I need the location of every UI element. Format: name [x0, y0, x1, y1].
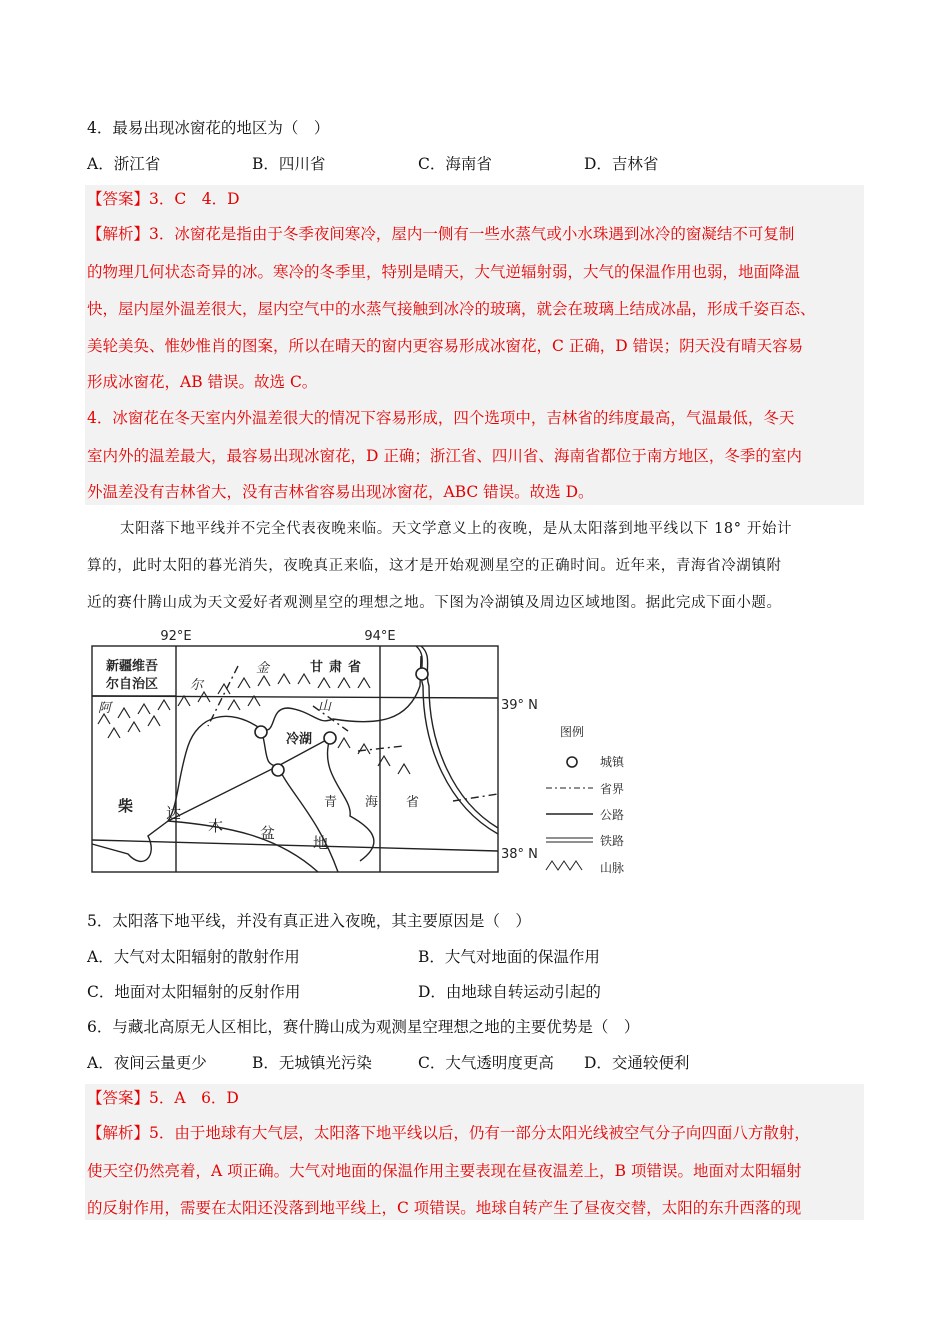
- label-altun: 金: [256, 661, 270, 676]
- q5-option-b: B．大气对地面的保温作用: [418, 948, 600, 966]
- town-marker: [416, 668, 428, 680]
- q6-option-c: C．大气透明度更高: [418, 1054, 554, 1072]
- town-marker: [255, 726, 267, 738]
- analysis-1-line: 外温差没有吉林省大，没有吉林省容易出现冰窗花，ABC 错误。故选 D。: [87, 483, 594, 501]
- q6-option-d: D．交通较便利: [584, 1054, 690, 1072]
- analysis-1-line: 形成冰窗花，AB 错误。故选 C。: [87, 373, 318, 391]
- passage-line: 算的，此时太阳的暮光消失，夜晚真正来临，这才是开始观测星空的正确时间。近年来，青海省冷湖镇附: [87, 558, 782, 574]
- label-qaidam: 柴: [118, 797, 134, 815]
- legend-mountain: 山脉: [600, 861, 625, 875]
- answer-2: [87, 1088, 239, 1108]
- label-qaidam: 达: [166, 804, 182, 822]
- analysis-1-line: [87, 224, 794, 244]
- road: [168, 821, 318, 872]
- q6-option-a: A．夜间云量更少: [87, 1054, 207, 1072]
- answer-1: [87, 189, 240, 209]
- analysis-label: 【解析】: [87, 225, 150, 243]
- label-qaidam: 木: [208, 817, 224, 835]
- answer-label: 【答案】: [87, 1089, 150, 1107]
- analysis-1-line: 美轮美奂、惟妙惟肖的图案，所以在晴天的窗内更容易形成冰窗花，C 正确，D 错误；阴天没有晴天容易: [87, 337, 804, 355]
- label-qinghai: 省: [406, 795, 420, 810]
- analysis-1-line: 室内外的温差最大，最容易出现冰窗花，D 正确；浙江省、四川省、海南省都位于南方地区，冬季的室内: [87, 447, 802, 465]
- question-6-stem: 6．与藏北高原无人区相比，赛什腾山成为观测星空理想之地的主要优势是（ ）: [87, 1018, 640, 1036]
- lat-label-38: 38° N: [501, 847, 538, 862]
- label-lenghu: 冷湖: [286, 732, 313, 747]
- answer-text: 5．A 6．D: [149, 1089, 239, 1107]
- label-altun: 阿: [98, 701, 112, 716]
- q5-option-c: C．地面对太阳辐射的反射作用: [87, 983, 301, 1001]
- lon-label-92: 92°E: [160, 629, 192, 644]
- legend-railway: 铁路: [600, 834, 625, 848]
- answer-label: 【答案】: [87, 190, 150, 208]
- q5-option-a: A．大气对太阳辐射的散射作用: [87, 948, 300, 966]
- analysis-label: 【解析】: [87, 1124, 150, 1142]
- q5-option-d: D．由地球自转运动引起的: [418, 983, 601, 1001]
- parallel-38: [92, 840, 498, 851]
- lenghu-region-map: [88, 626, 648, 878]
- label-qinghai: 海: [365, 795, 379, 810]
- label-xinjiang: 尔自治区: [106, 677, 159, 692]
- analysis-text: 3．冰窗花是指由于冬季夜间寒冷，屋内一侧有一些水蒸气或小水珠遇到冰冷的窗凝结不可复制: [149, 225, 795, 243]
- analysis-1-line: 的物理几何状态奇异的冰。寒冷的冬季里，特别是晴天，大气逆辐射弱，大气的保温作用也弱，地面降温: [87, 263, 801, 281]
- label-altun: 尔: [190, 678, 204, 693]
- analysis-1-line: 快，屋内屋外温差很大，屋内空气中的水蒸气接触到冰冷的玻璃，就会在玻璃上结成冰晶，形成千姿百态、: [87, 300, 816, 318]
- town-legend-icon: [567, 757, 577, 767]
- label-qinghai: 青: [324, 795, 338, 810]
- analysis-1-line: 4．冰窗花在冬天室内外温差很大的情况下容易形成，四个选项中，吉林省的纬度最高，气温最低，冬天: [87, 409, 795, 427]
- answer-text: 3．C 4．D: [149, 190, 240, 208]
- legend-title: 图例: [560, 725, 585, 739]
- q4-option-a: A．浙江省: [87, 155, 161, 173]
- q4-option-c: C．海南省: [418, 155, 492, 173]
- analysis-2-line: [87, 1123, 810, 1143]
- map-legend: [546, 724, 625, 875]
- town-marker: [272, 764, 284, 776]
- analysis-2-line: 使天空仍然亮着，A 项正确。大气对地面的保温作用主要表现在昼夜温差上，B 项错误。地面对太阳辐射: [87, 1162, 802, 1180]
- passage-line: 太阳落下地平线并不完全代表夜晚来临。天文学意义上的夜晚，是从太阳落到地平线以下 18° 开始计: [120, 521, 793, 537]
- q4-option-b: B．四川省: [252, 155, 326, 173]
- label-qaidam: 盆: [260, 824, 276, 842]
- lat-label-39: 39° N: [501, 698, 538, 713]
- legend-town: 城镇: [600, 755, 625, 769]
- passage-line: 近的赛什腾山成为天文爱好者观测星空的理想之地。下图为冷湖镇及周边区域地图。据此完成下面小题。: [87, 595, 782, 611]
- town-marker-lenghu: [324, 732, 336, 744]
- lon-label-94: 94°E: [364, 629, 396, 644]
- province-boundary: [208, 666, 498, 801]
- legend-boundary: 省界: [600, 782, 625, 796]
- question-5-stem: 5．太阳落下地平线，并没有真正进入夜晚，其主要原因是（ ）: [87, 912, 531, 930]
- label-qaidam: 地: [313, 834, 329, 852]
- analysis-2-line: 的反射作用，需要在太阳还没落到地平线上，C 项错误。地球自转产生了昼夜交替，太阳的东升西落的现: [87, 1199, 802, 1217]
- label-altun: 山: [318, 699, 332, 714]
- label-xinjiang: 新疆维吾: [106, 659, 159, 674]
- legend-road: 公路: [600, 808, 625, 822]
- label-gansu: 甘肃省: [310, 660, 368, 675]
- analysis-text: 5．由于地球有大气层，太阳落下地平线以后，仍有一部分太阳光线被空气分子向四面八方散射，: [149, 1124, 810, 1142]
- mountain-legend-icon: [546, 861, 582, 870]
- question-4-stem: 4．最易出现冰窗花的地区为（ ）: [87, 119, 330, 137]
- q4-option-d: D．吉林省: [584, 155, 659, 173]
- q6-option-b: B．无城镇光污染: [252, 1054, 372, 1072]
